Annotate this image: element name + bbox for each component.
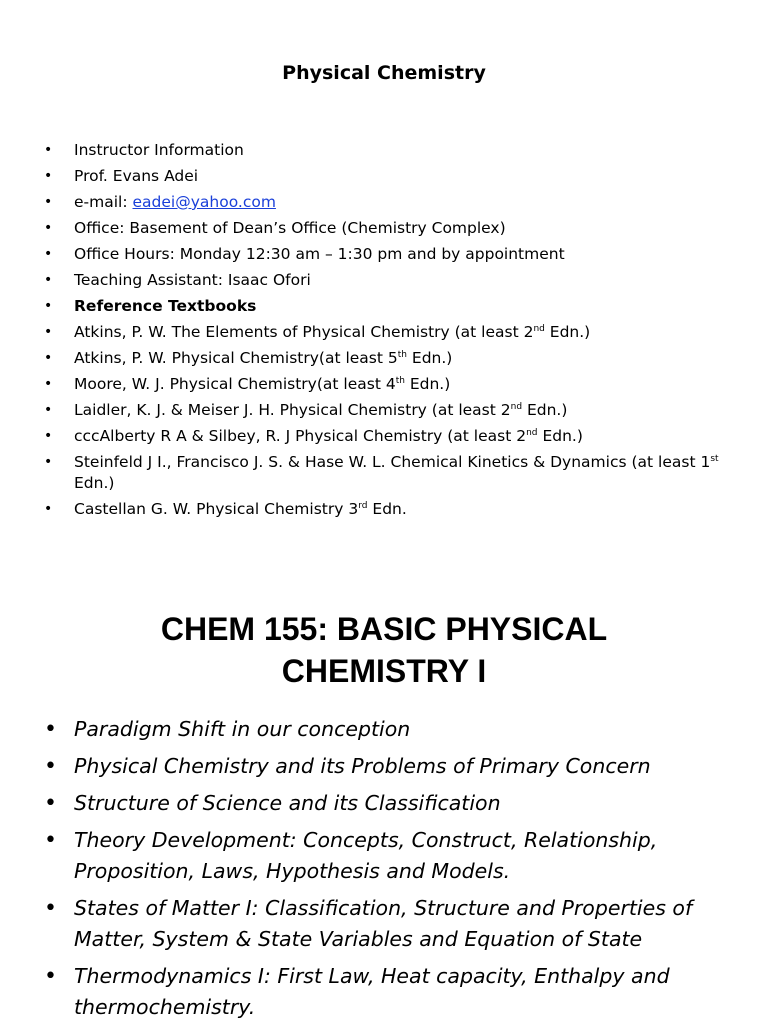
bullet-icon: • bbox=[44, 896, 57, 921]
list-item: • Teaching Assistant: Isaac Ofori bbox=[44, 271, 311, 289]
topic-item: • Thermodynamics I: First Law, Heat capacity, Enthalpy and thermochemistry. bbox=[42, 961, 732, 1023]
topic-item: • Structure of Science and its Classification bbox=[42, 788, 732, 819]
list-item-heading: • Reference Textbooks bbox=[44, 297, 257, 315]
list-item: • Atkins, P. W. Physical Chemistry(at least 5th Edn.) bbox=[44, 349, 453, 367]
bullet-icon: • bbox=[44, 428, 53, 444]
bullet-icon: • bbox=[44, 246, 53, 262]
topic-item: • States of Matter I: Classification, Structure and Properties of Matter, System & State Variables and Equation of State bbox=[42, 893, 732, 955]
course-info-list bbox=[42, 140, 722, 525]
course-topics-list bbox=[42, 714, 732, 1029]
bullet-icon: • bbox=[44, 717, 57, 742]
bullet-icon: • bbox=[44, 324, 53, 340]
email-label: e-mail: bbox=[74, 193, 133, 211]
list-item: • Office: Basement of Dean’s Office (Chemistry Complex) bbox=[44, 219, 506, 237]
list-item bbox=[42, 192, 722, 213]
bullet-icon: • bbox=[44, 454, 53, 470]
bullet-icon: • bbox=[44, 142, 53, 158]
list-item: • Laidler, K. J. & Meiser J. H. Physical Chemistry (at least 2nd Edn.) bbox=[44, 401, 568, 419]
topic-item: • Paradigm Shift in our conception bbox=[42, 714, 732, 745]
bullet-icon: • bbox=[44, 194, 53, 210]
bullet-icon: • bbox=[44, 828, 57, 853]
list-item: • Office Hours: Monday 12:30 am – 1:30 pm and by appointment bbox=[44, 245, 565, 263]
slide-title: Physical Chemistry bbox=[282, 62, 486, 84]
bullet-icon: • bbox=[44, 501, 53, 517]
bullet-icon: • bbox=[44, 791, 57, 816]
slide-title bbox=[0, 608, 768, 692]
list-item: • Prof. Evans Adei bbox=[44, 167, 199, 185]
bullet-icon: • bbox=[44, 220, 53, 236]
list-item: • Moore, W. J. Physical Chemistry(at least 4th Edn.) bbox=[44, 375, 451, 393]
bullet-icon: • bbox=[44, 402, 53, 418]
bullet-icon: • bbox=[44, 754, 57, 779]
bullet-icon: • bbox=[44, 376, 53, 392]
title-line: CHEM 155: BASIC PHYSICAL bbox=[160, 611, 608, 647]
topic-item: • Physical Chemistry and its Problems of Primary Concern bbox=[42, 751, 732, 782]
list-item: • Atkins, P. W. The Elements of Physical Chemistry (at least 2nd Edn.) bbox=[44, 323, 591, 341]
bullet-icon: • bbox=[44, 272, 53, 288]
bullet-icon: • bbox=[44, 298, 53, 314]
list-item: • Castellan G. W. Physical Chemistry 3rd Edn. bbox=[44, 500, 407, 518]
bullet-icon: • bbox=[44, 350, 53, 366]
title-line: CHEMISTRY I bbox=[281, 653, 487, 689]
slide-chem-155 bbox=[0, 600, 768, 1024]
list-item: • cccAlberty R A & Silbey, R. J Physical Chemistry (at least 2nd Edn.) bbox=[44, 427, 583, 445]
list-item: • Steinfeld J I., Francisco J. S. & Hase W. L. Chemical Kinetics & Dynamics (at least 1st Edn.) bbox=[44, 453, 719, 492]
bullet-icon: • bbox=[44, 168, 53, 184]
bullet-icon: • bbox=[44, 964, 57, 989]
list-item: • Instructor Information bbox=[44, 141, 244, 159]
topic-item: • Theory Development: Concepts, Construct, Relationship, Proposition, Laws, Hypothesis and Models. bbox=[42, 825, 732, 887]
email-link[interactable]: eadei@yahoo.com bbox=[132, 193, 276, 211]
